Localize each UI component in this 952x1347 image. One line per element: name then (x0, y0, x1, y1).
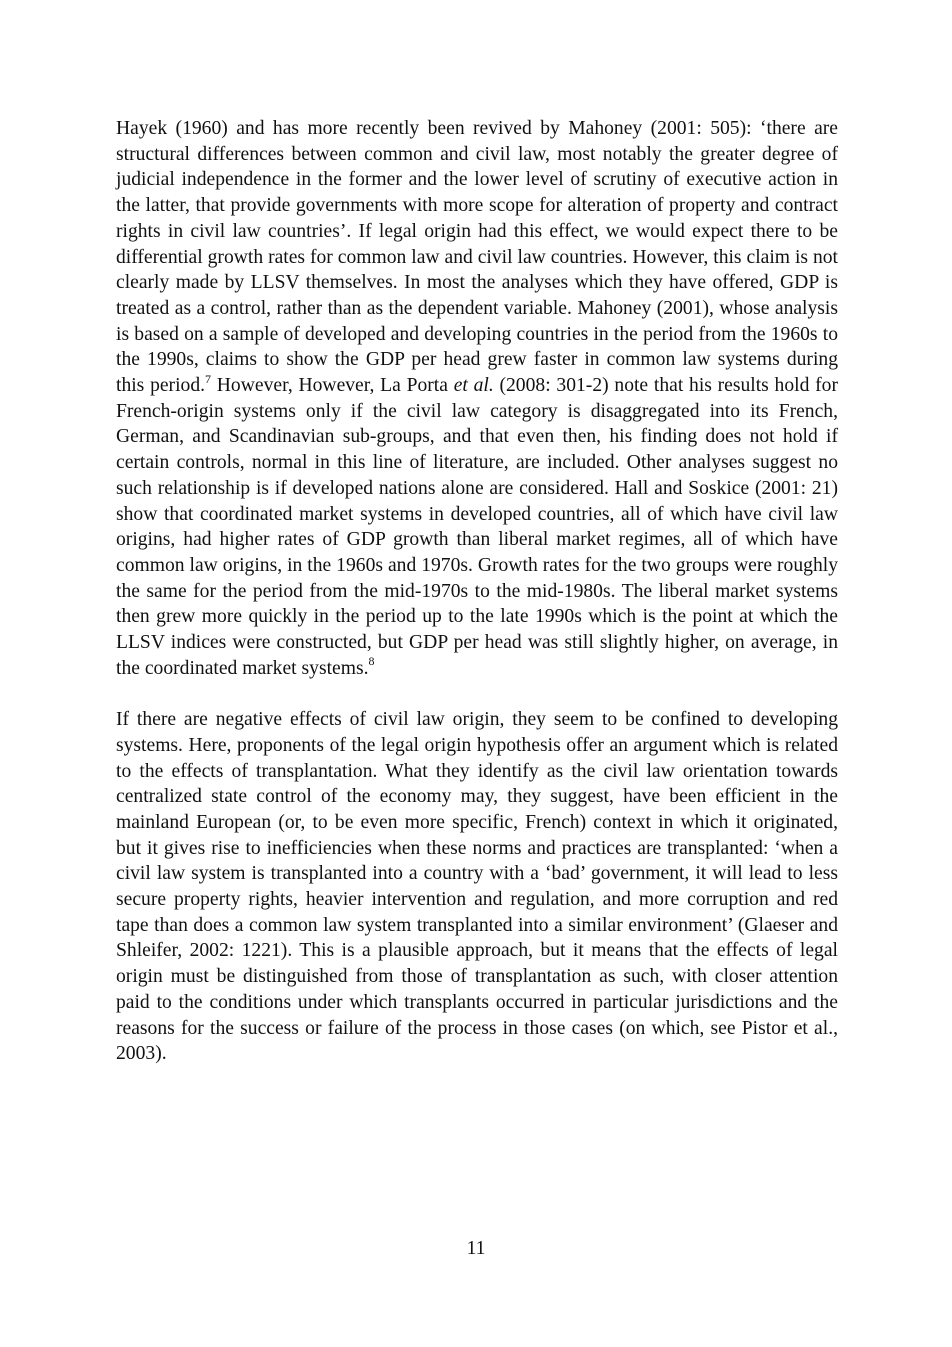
paragraph-1-text-part-2: However, However, La Porta (211, 375, 454, 397)
paragraph-1-text-part-3: (2008: 301-2) note that his results hold for French-origin systems only if the civil law category is disaggregated into its French, German, and Scandinavian sub-groups, and that even then, his finding does not hold if certain controls, normal in this line of literature, are included. Other analyses suggest no such relationship is if developed nations alone are considered. Hall and Soskice (2001: 21) show that coordinated market systems in developed countries, all of which have civil law origins, had higher rates of GDP growth than liberal market regimes, all of which have common law origins, in the 1960s and 1970s. Growth rates for the two groups were roughly the same for the period from the mid-1970s to the mid-1980s. The liberal market systems then grew more quickly in the period up to the late 1990s which is the point at which the LLSV indices were constructed, but GDP per head was still slightly higher, on average, in the coordinated market systems. (116, 375, 838, 679)
footnote-marker-8: 8 (368, 654, 375, 669)
document-page (116, 116, 838, 1067)
footnote-marker-7: 7 (205, 371, 212, 386)
page-number: 11 (466, 1238, 486, 1259)
body-paragraph-1 (116, 116, 838, 681)
body-paragraph-2: If there are negative effects of civil law origin, they seem to be confined to developing systems. Here, proponents of the legal origin hypothesis offer an argument which is related to the effects of transplantation. What they identify as the civil law orientation towards centralized state control of the economy may, they suggest, have been efficient in the mainland European (or, to be even more specific, French) context in which it originated, but it gives rise to inefficiencies when these norms and practices are transplanted: ‘when a civil law system is transplanted into a country with a ‘bad’ government, it will lead to less secure property rights, heavier intervention and regulation, and more corruption and red tape than does a common law system transplanted into a similar environment’ (Glaeser and Shleifer, 2002: 1221). This is a plausible approach, but it means that the effects of legal origin must be distinguished from those of transplantation as such, with closer attention paid to the conditions under which transplants occurred in particular jurisdictions and the reasons for the success or failure of the process in those cases (on which, see Pistor et al., 2003). (116, 709, 838, 1065)
paragraph-1-text-part-1: Hayek (1960) and has more recently been revived by Mahoney (2001: 505): ‘there are structural differences between common and civil law, most notably the greater degree of judicial independence in the former and the lower level of scrutiny of executive action in the latter, that provide governments with more scope for alteration of property and contract rights in civil law countries’. If legal origin had this effect, we would expect there to be differential growth rates for common law and civil law countries. However, this claim is not clearly made by LLSV themselves. In most the analyses which they have offered, GDP is treated as a control, rather than as the dependent variable. Mahoney (2001), whose analysis is based on a sample of developed and developing countries in the period from the 1960s to the 1990s, claims to show the GDP per head grew faster in common law systems during this period. (116, 118, 838, 397)
italic-et-al: et al. (453, 375, 494, 397)
